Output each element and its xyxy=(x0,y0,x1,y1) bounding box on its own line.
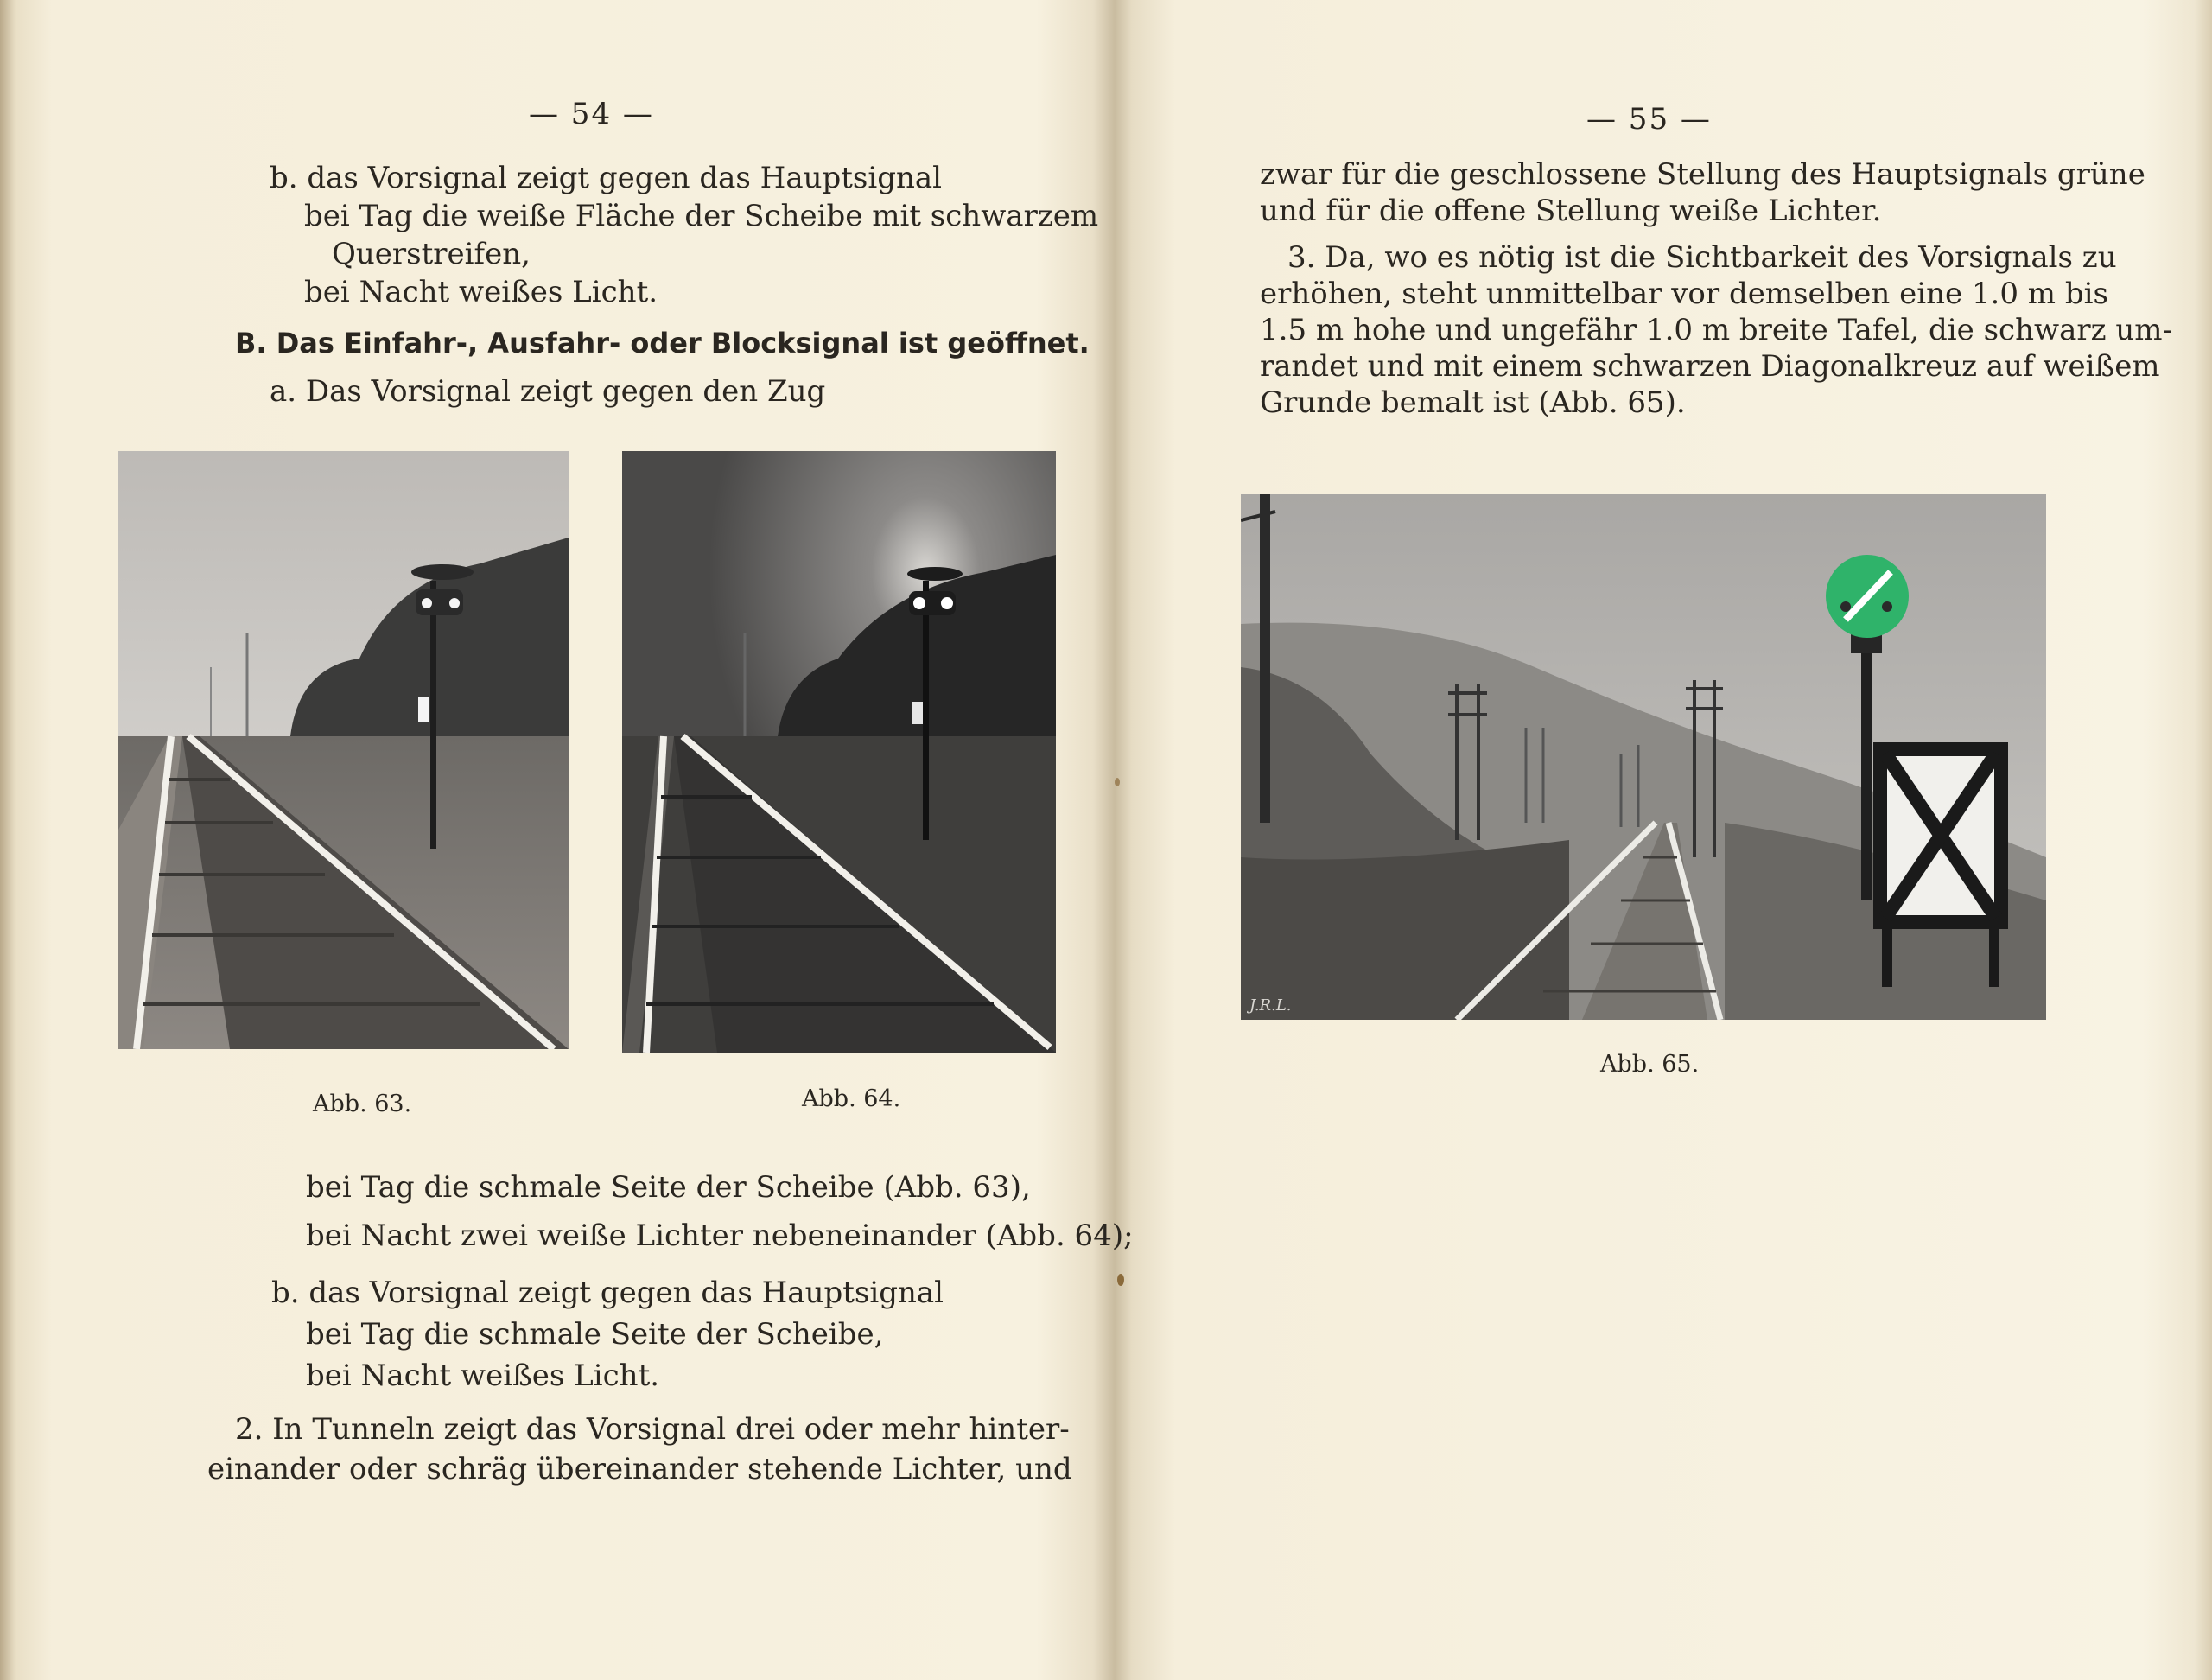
page-stain xyxy=(1117,1274,1124,1286)
text-line: bei Nacht zwei weiße Lichter nebeneinander (Abb. 64); xyxy=(306,1219,1134,1253)
text-line: zwar für die geschlossene Stellung des Hauptsignals grüne xyxy=(1260,157,2145,192)
photo-abb-64 xyxy=(622,451,1056,1053)
text-line: b. das Vorsignal zeigt gegen das Hauptsignal xyxy=(270,161,943,195)
text-line: und für die offene Stellung weiße Lichter. xyxy=(1260,194,1882,228)
text-line: bei Nacht weißes Licht. xyxy=(306,1359,660,1393)
text-line: Grunde bemalt ist (Abb. 65). xyxy=(1260,385,1686,420)
text-line: einander oder schräg übereinander stehende Lichter, und xyxy=(207,1452,1072,1486)
photo-abb-63 xyxy=(118,451,569,1049)
text-line: randet und mit einem schwarzen Diagonalkreuz auf weißem xyxy=(1260,349,2160,384)
figure-caption: Abb. 64. xyxy=(802,1085,901,1112)
text-line: b. das Vorsignal zeigt gegen das Hauptsignal xyxy=(271,1276,944,1310)
photo-signature: J.R.L. xyxy=(1249,996,1292,1015)
figure-caption: Abb. 65. xyxy=(1600,1051,1700,1078)
text-line: bei Tag die schmale Seite der Scheibe (Abb. 63), xyxy=(306,1170,1031,1205)
text-line: Querstreifen, xyxy=(332,237,531,271)
text-line: bei Nacht weißes Licht. xyxy=(304,275,658,309)
page-number: — 54 — xyxy=(529,97,654,131)
text-line: 1.5 m hohe und ungefähr 1.0 m breite Tafel, die schwarz um- xyxy=(1260,313,2172,347)
page-number: — 55 — xyxy=(1586,102,1712,137)
text-line: bei Tag die schmale Seite der Scheibe, xyxy=(306,1317,884,1352)
text-line: a. Das Vorsignal zeigt gegen den Zug xyxy=(270,374,826,409)
text-line: 2. In Tunneln zeigt das Vorsignal drei oder mehr hinter- xyxy=(235,1412,1070,1447)
right-page xyxy=(1115,0,2212,1680)
section-heading: B. Das Einfahr-, Ausfahr- oder Blocksignal ist geöffnet. xyxy=(235,327,1090,360)
figure-caption: Abb. 63. xyxy=(313,1091,412,1117)
page-stain xyxy=(1115,778,1120,786)
text-line: bei Tag die weiße Fläche der Scheibe mit schwarzem xyxy=(304,199,1099,233)
text-line: 3. Da, wo es nötig ist die Sichtbarkeit des Vorsignals zu xyxy=(1287,240,2117,275)
photo-abb-65 xyxy=(1241,494,2046,1020)
text-line: erhöhen, steht unmittelbar vor demselben eine 1.0 m bis xyxy=(1260,277,2108,311)
